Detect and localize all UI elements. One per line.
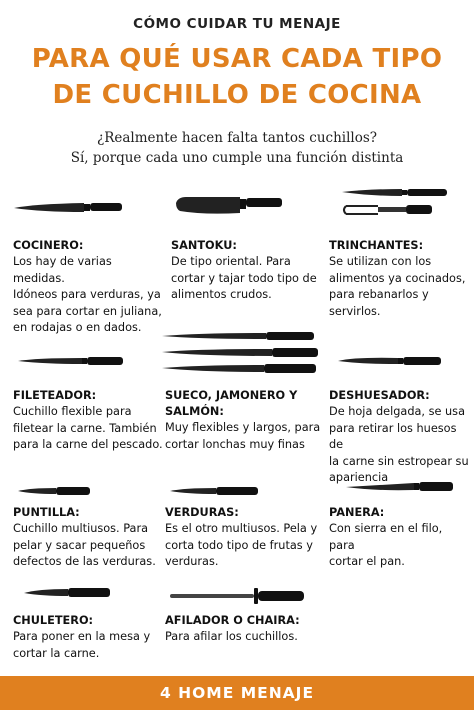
knife-card-fileteador <box>13 388 163 454</box>
subtitle-line-1: ¿Realmente hacen falta tantos cuchillos? <box>96 130 378 146</box>
knife-description: Se utilizan con los alimentos ya cocinados, para rebanarlos y servirlos. <box>329 255 466 318</box>
fillet-knife-icon <box>16 353 126 369</box>
knife-name: SANTOKU: <box>171 239 237 252</box>
knife-description: Cuchillo flexible para filetear la carne. También para la carne del pescado. <box>13 405 163 451</box>
knife-card-santoku <box>171 238 321 304</box>
knife-description: De hoja delgada, se usa para retirar los huesos de la carne sin estropear su apariencia <box>329 405 469 484</box>
santoku-knife-icon <box>174 193 286 223</box>
knife-name: DESHUESADOR: <box>329 389 430 402</box>
knife-card-cocinero <box>13 238 163 337</box>
chef-knife-icon <box>12 195 124 219</box>
knife-card-puntilla <box>13 505 163 571</box>
footer-brand: 4 HOME MENAJE <box>0 676 474 710</box>
knife-description: Con sierra en el filo, para cortar el pan. <box>329 522 443 568</box>
knife-card-panera <box>329 505 471 571</box>
knife-name: COCINERO: <box>13 239 84 252</box>
knife-name: AFILADOR O CHAIRA: <box>165 614 300 627</box>
sharpening-steel-icon <box>168 585 308 609</box>
knife-card-verduras <box>165 505 325 571</box>
knife-description: De tipo oriental. Para cortar y tajar todo tipo de alimentos crudos. <box>171 255 317 301</box>
knife-name: VERDURAS: <box>165 506 239 519</box>
paring-knife-icon <box>16 484 96 498</box>
knife-description: Muy flexibles y largos, para cortar lonchas muy finas <box>165 421 321 451</box>
knife-card-chuletero <box>13 613 163 662</box>
knife-card-trinchantes <box>329 238 469 320</box>
knife-card-afilador <box>165 613 335 646</box>
supertitle: CÓMO CUIDAR TU MENAJE <box>133 16 341 32</box>
ham-knives-icon <box>160 330 320 378</box>
knife-description: Para poner en la mesa y cortar la carne. <box>13 630 151 660</box>
subtitle-line-2: Sí, porque cada uno cumple una función distinta <box>70 150 404 166</box>
knife-description: Cuchillo multiusos. Para pelar y sacar pequeños defectos de las verduras. <box>13 522 156 568</box>
knife-description: Los hay de varias medidas. Idóneos para verduras, ya sea para cortar en juliana, en rodajas o en dados. <box>13 255 162 334</box>
bread-knife-icon <box>344 480 456 496</box>
knife-name: SUECO, JAMONERO Y SALMÓN: <box>165 389 298 418</box>
knife-card-deshuesador <box>329 388 471 487</box>
carving-set-icon <box>340 186 450 222</box>
steak-knife-icon <box>22 585 114 601</box>
knife-name: CHULETERO: <box>13 614 94 627</box>
knife-description: Para afilar los cuchillos. <box>165 630 298 643</box>
knife-name: FILETEADOR: <box>13 389 97 402</box>
knife-description: Es el otro multiusos. Pela y corta todo tipo de frutas y verduras. <box>165 522 318 568</box>
page-title-line-1: PARA QUÉ USAR CADA TIPO <box>31 44 443 74</box>
page-title-line-2: DE CUCHILLO DE COCINA <box>52 80 422 110</box>
knife-card-sueco-jamonero-salmon <box>165 388 325 453</box>
boning-knife-icon <box>336 353 444 369</box>
knife-name: TRINCHANTES: <box>329 239 424 252</box>
vegetable-knife-icon <box>168 484 264 498</box>
knife-name: PANERA: <box>329 506 385 519</box>
knife-name: PUNTILLA: <box>13 506 80 519</box>
